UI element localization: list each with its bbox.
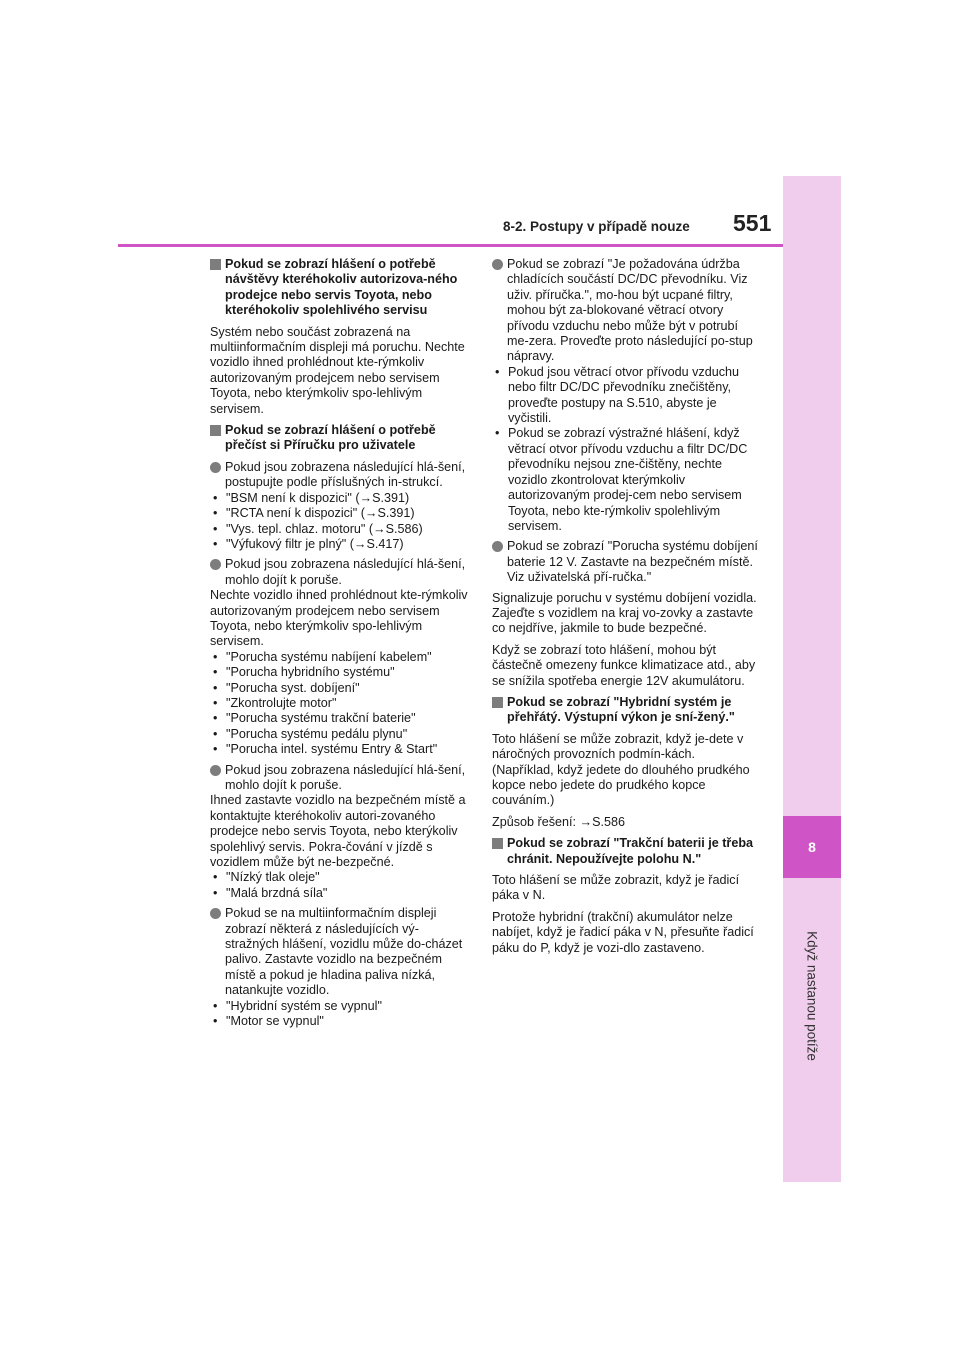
list-item: • "Porucha systému trakční baterie" [210,711,472,726]
list-item: • Pokud jsou větrací otvor přívodu vzduchu nebo filtr DC/DC převodníku znečištěny, proveďte postupy na S.510, abyste je vyčistili. [492,365,758,427]
circle-bullet-icon [210,462,221,473]
circle-item [210,906,472,998]
paragraph: Způsob řešení: →S.586 [492,814,626,829]
square-bullet-icon [210,259,221,270]
paragraph: Toto hlášení se může zobrazit, když je řadicí páka v N. [492,873,740,903]
circle-item-text: Pokud se na multiinformačním displeji zobrazí některá z následujících vý-stražných hlášení, vozidlu může do-cházet palivo. Zastavte vozidlo na bezpečném místě a pokud je hladina paliva nízká, natankujte vozidlo. [225,906,463,998]
heading-text: Pokud se zobrazí "Hybridní systém je přehřátý. Výstupní výkon je sní-žený." [507,694,735,725]
circle-item [492,539,758,585]
circle-item-text: Pokud jsou zobrazena následující hlá-šení, mohlo dojít k poruše. [225,557,466,587]
list-item: • "Výfukový filtr je plný" (→S.417) [210,537,472,552]
list-item: • Pokud se zobrazí výstražné hlášení, když větrací otvor přívodu vzduchu a filtr DC/DC převodníku nejsou zne-čištěny, nechte vozidlo zkontrolovat kterýmkoliv autorizovaným prodej-cem nebo servisem Toyota, nebo kte-rýmkoliv spolehlivým servisem. [492,426,758,534]
circle-item-text: Pokud jsou zobrazena následující hlá-šení, postupujte podle příslušných in-strukcí. [225,459,466,490]
list-item: • "Porucha syst. dobíjení" [210,681,472,696]
bullet-list [210,491,472,553]
heading-text: Pokud se zobrazí hlášení o potřebě návštěvy kteréhokoliv autorizova-ného prodejce nebo servis Toyota, nebo kteréhokoliv spolehlivého servisu [225,257,458,318]
paragraph: Systém nebo součást zobrazená na multiinformačním displeji má poruchu. Nechte vozidlo ihned prohlédnout kte-rýmkoliv autorizovaným prodejcem nebo servisem Toyota, nebo kterýmkoliv spo-lehlivým servisem. [210,324,465,416]
circle-item [210,557,472,588]
paragraph: Nechte vozidlo ihned prohlédnout kte-rýmkoliv autorizovaným prodejcem nebo servisem Toyota, nebo kterýmkoliv spo-lehlivým servisem. [210,588,468,649]
chapter-title-vertical [783,891,841,1101]
header-divider [118,244,783,247]
section-heading [210,423,472,454]
list-item: • "Vys. tepl. chlaz. motoru" (→S.586) [210,522,472,537]
chapter-title-text: Když nastanou potíže [804,931,820,1061]
circle-bullet-icon [210,908,221,919]
list-item: • "BSM není k dispozici" (→S.391) [210,491,472,506]
left-column [210,255,472,1035]
list-item: • "Porucha systému pedálu plynu" [210,727,472,742]
chapter-side-tab [783,176,841,1182]
heading-text: Pokud se zobrazí hlášení o potřebě přečíst si Příručku pro uživatele [225,423,436,453]
circle-item-text: Pokud jsou zobrazena následující hlá-šení, mohlo dojít k poruše. [225,762,466,792]
list-item: • "Porucha intel. systému Entry & Start" [210,742,472,757]
bullet-list [210,870,472,901]
paragraph: Signalizuje poruchu v systému dobíjení vozidla. Zajeďte s vozidlem na kraj vo-zovky a zastavte co nejdříve, jakmile to bude bezpečné. [492,590,757,636]
bullet-list [210,650,472,758]
section-heading [492,695,758,726]
list-item: • "Motor se vypnul" [210,1014,472,1029]
square-bullet-icon [492,838,503,849]
circle-bullet-icon [492,259,503,270]
list-item: • "Porucha hybridního systému" [210,665,472,680]
section-title: 8-2. Postupy v případě nouze [503,219,690,234]
section-heading [210,257,472,319]
paragraph: Ihned zastavte vozidlo na bezpečném místě a kontaktujte kteréhokoliv autori-zovaného prodejce nebo servis Toyota, nebo kterýkoliv spolehlivý servis. Pokra-čování v jízdě s vozidlem může být ne-bezpečné. [210,793,466,870]
chapter-number-badge: 8 [783,816,841,878]
circle-item [210,460,472,491]
paragraph: Když se zobrazí toto hlášení, mohou být částečně omezeny funkce klimatizace atd., aby se snížila spotřeba energie 12V akumulátoru. [492,642,756,688]
page-number: 551 [733,210,772,236]
right-column [492,255,758,962]
circle-item [210,763,472,794]
list-item: • "Malá brzdná síla" [210,886,472,901]
heading-text: Pokud se zobrazí "Trakční baterii je třeba chránit. Nepoužívejte polohu N." [507,836,754,866]
square-bullet-icon [492,697,503,708]
list-item: • "Zkontrolujte motor" [210,696,472,711]
bullet-list [492,365,758,534]
list-item: • "Hybridní systém se vypnul" [210,999,472,1014]
bullet-list [210,999,472,1030]
section-heading [492,836,758,867]
square-bullet-icon [210,425,221,436]
circle-bullet-icon [210,559,221,570]
list-item: • "RCTA není k dispozici" (→S.391) [210,506,472,521]
list-item: • "Nízký tlak oleje" [210,870,472,885]
paragraph: Toto hlášení se může zobrazit, když je-dete v náročných provozních podmín-kách. (Například, když jedete do dlouhého prudkého kopce nebo jedete do prudkého kopce couváním.) [492,731,750,808]
circle-item [492,257,758,365]
circle-bullet-icon [492,541,503,552]
circle-bullet-icon [210,765,221,776]
circle-item-text: Pokud se zobrazí "Je požadována údržba chladících součástí DC/DC převodníku. Viz uživ. příručka.", mo-hou být ucpané filtry, mohou být za-blokované větrací otvory přívodu vzduchu nebo může být v potrubí me-zera. Proveďte proto následující po-stup nápravy. [507,257,753,364]
circle-item-text: Pokud se zobrazí "Porucha systému dobíjení baterie 12 V. Zastavte na bezpečném místě. Viz uživatelská pří-ručka." [507,539,758,585]
paragraph: Protože hybridní (trakční) akumulátor nelze nabíjet, když je řadicí páka v N, přesuňte řadicí páku do P, když je vozi-dlo zastaveno. [492,909,754,955]
list-item: • "Porucha systému nabíjení kabelem" [210,650,472,665]
